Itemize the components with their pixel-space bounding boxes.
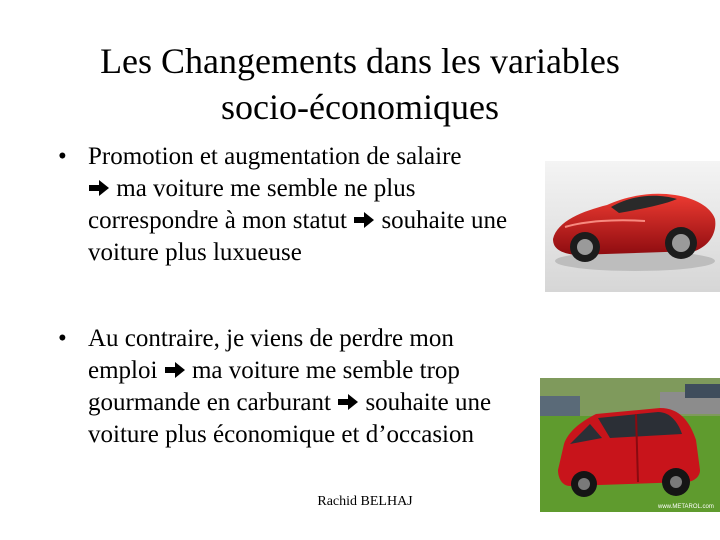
bullet-marker: • xyxy=(58,325,67,352)
title-line-1: Les Changements dans les variables xyxy=(100,41,620,81)
bullet-marker: • xyxy=(58,143,67,170)
red-city-car-photo xyxy=(540,378,720,512)
bullet-text xyxy=(88,141,528,269)
footer-author: Rachid BELHAJ xyxy=(317,494,413,509)
title-line-2: socio-économiques xyxy=(221,87,499,127)
right-arrow-icon xyxy=(337,393,359,411)
bullet-segment: souhaite une voiture plus économique et d’occasion xyxy=(88,389,492,448)
red-sports-car-photo xyxy=(545,161,720,292)
bullet-segment: Au contraire, je viens de perdre mon emploi xyxy=(88,325,454,384)
right-arrow-icon xyxy=(164,361,186,379)
bullet-item-promotion xyxy=(58,141,528,269)
bullet-text xyxy=(88,323,528,451)
bullet-segment: ma voiture me semble ne plus correspondre à mon statut xyxy=(88,175,416,234)
right-arrow-icon xyxy=(88,179,110,197)
right-arrow-icon xyxy=(353,211,375,229)
photo-watermark: www.METAROL.com xyxy=(658,504,714,510)
bullet-item-job-loss xyxy=(58,323,528,451)
bullet-segment: Promotion et augmentation de salaire xyxy=(88,143,462,170)
bullet-segment: souhaite une voiture plus luxueuse xyxy=(88,207,508,266)
bullet-segment: ma voiture me semble trop gourmande en carburant xyxy=(88,357,460,416)
slide-title xyxy=(40,38,680,130)
